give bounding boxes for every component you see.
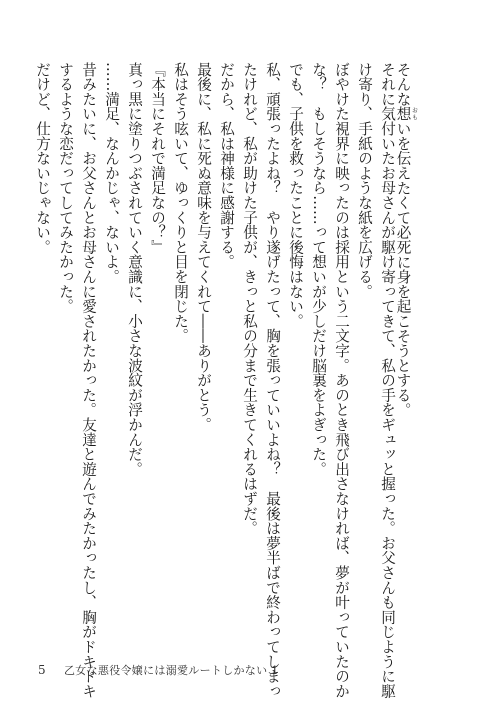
text-line-6: でも、子供を救ったことに後悔はない。: [287, 62, 304, 329]
text-line-13: 真っ黒に塗りつぶされていく意識に、小さな波紋が浮かんだ。: [126, 62, 143, 477]
ruby-annotation: 想 おも: [394, 106, 418, 122]
page-number: 5: [38, 663, 46, 677]
text-line-11: 私はそう呟いて、ゆっくりと目を閉じた。: [172, 62, 189, 344]
text-line-15: 昔みたいに、お父さんとお母さんに愛されたかった。友達と遊んでみたかったし、胸がドキドキ: [80, 62, 97, 699]
text-line-5: な？ もしそうなら……って想いが少しだけ脳裏をよぎった。: [310, 62, 327, 477]
text-line-17: だけど、仕方ないじゃない。: [34, 62, 51, 255]
text-line-4: ぼやけた視界に映ったのは採用という二文字。あのとき飛び出さなければ、夢が叶っていたのか: [333, 62, 350, 699]
text-line-3: け寄り、手紙のような紙を広げる。: [356, 62, 373, 299]
running-title: 乙女な悪役令嬢には溺愛ルートしかない 1: [64, 664, 279, 677]
text-line-2: それに気付いたお母さんが駆け寄ってきて、私の手をギュッと握った。お父さんも同じように駆: [379, 62, 396, 699]
text-line-14: ……満足、なんかじゃ、ないよ。: [103, 62, 120, 284]
text-line-9: だから、私は神様に感謝する。: [218, 62, 235, 270]
page-footer: [38, 662, 279, 678]
text-line-7: 私、頑張ったよね？ やり遂げたって、胸を張っていいよね？ 最後は夢半ばで終わってしまっ: [264, 62, 281, 699]
text-line-1: そんな想 おもいを伝えたくて必死に身を起こそうとする。: [394, 62, 418, 418]
text-line-16: するような恋だってしてみたかった。: [57, 62, 74, 314]
text-line-10: 最後に、私に死ぬ意味を与えてくれて――ありがとう。: [195, 62, 212, 432]
text-line-12: 『本当にそれで満足なの？』: [149, 62, 166, 255]
text-line-8: たけれど、私が助けた子供が、きっと私の分まで生きてくれるはずだ。: [241, 62, 258, 536]
